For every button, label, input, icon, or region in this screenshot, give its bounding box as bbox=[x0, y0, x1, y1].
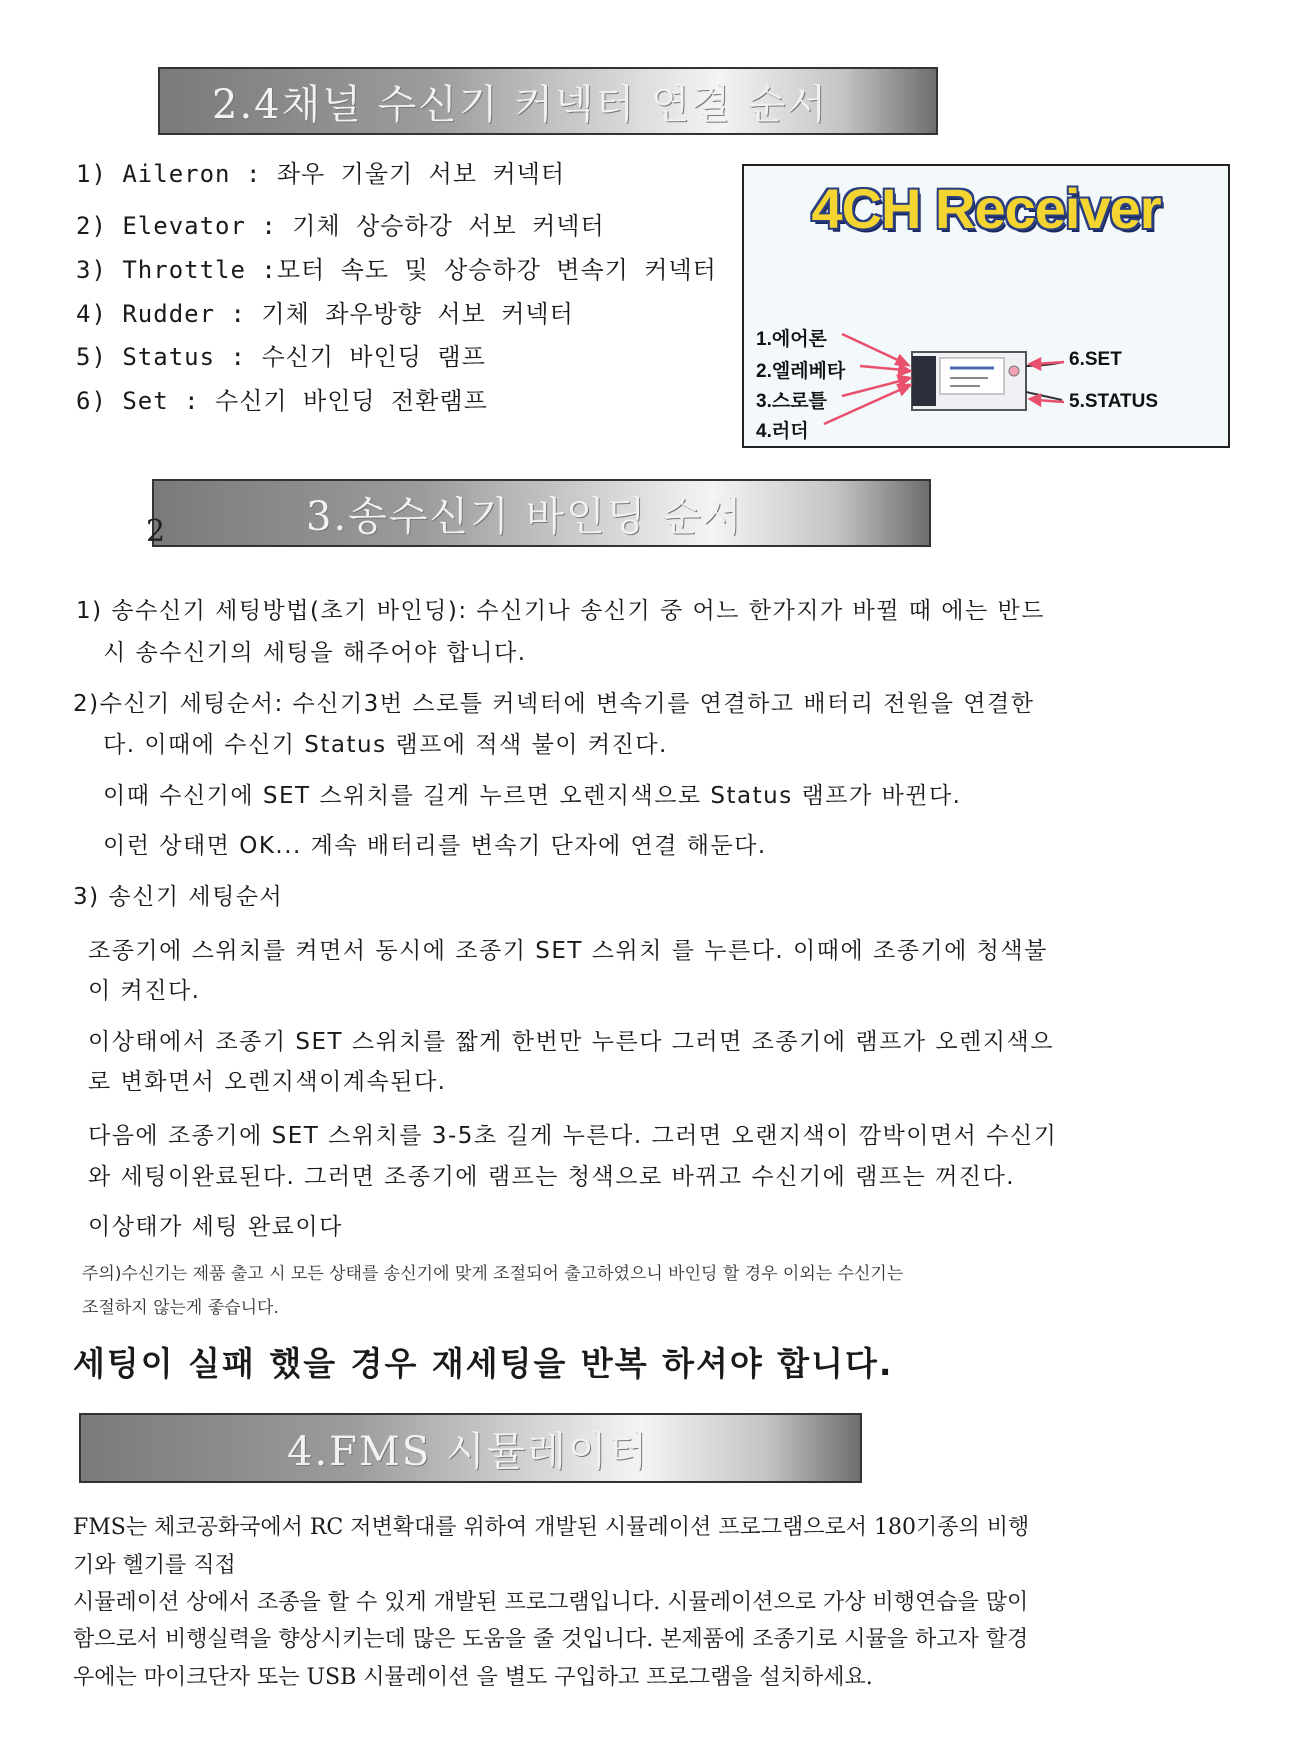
section-title: 2.4채널 수신기 커넥터 연결 순서 bbox=[212, 81, 829, 128]
paragraph-3: 이때 수신기에 SET 스위치를 길게 누르면 오렌지색으로 Status 램프가 바뀐다. bbox=[103, 783, 962, 809]
figure-title: 4CH Receiver bbox=[811, 177, 1161, 240]
section-banner-connector-order bbox=[158, 67, 938, 135]
receiver-led bbox=[1009, 366, 1019, 376]
section-banner-binding-order bbox=[152, 479, 931, 547]
paragraph-8-line-2: 와 세팅이완료된다. 그러면 조종기에 램프는 청색으로 바뀌고 수신기에 램프는 꺼진다. bbox=[88, 1164, 1016, 1190]
fms-paragraph-line-5: 우에는 마이크단자 또는 USB 시뮬레이션 을 별도 구입하고 프로그램을 설치하세요. bbox=[73, 1665, 873, 1690]
section-banner-fms-simulator bbox=[79, 1413, 862, 1483]
paragraph-2-line-1: 2)수신기 세팅순서: 수신기3번 스로틀 커넥터에 변속기를 연결하고 배터리 전원을 연결한 bbox=[73, 691, 1035, 717]
paragraph-5: 3) 송신기 세팅순서 bbox=[73, 884, 284, 910]
margin-mark: 2 bbox=[146, 514, 166, 549]
list-item-set: 6) Set : 수신기 바인딩 전환램프 bbox=[76, 387, 488, 415]
fms-paragraph-line-1: FMS는 체코공화국에서 RC 저변확대를 위하여 개발된 시뮬레이션 프로그램으로서 180기종의 비행 bbox=[73, 1515, 1030, 1540]
paragraph-1-line-1: 1) 송수신기 세팅방법(초기 바인딩): 수신기나 송신기 중 어느 한가지가 바뀔 때 에는 반드 bbox=[76, 598, 1045, 624]
caution-note-line-2: 조절하지 않는게 좋습니다. bbox=[82, 1298, 279, 1318]
paragraph-8-line-1: 다음에 조종기에 SET 스위치를 3-5초 길게 누른다. 그러면 오랜지색이 깜박이면서 수신기 bbox=[88, 1123, 1058, 1149]
list-item-aileron: 1) Aileron : 좌우 기울기 서보 커넥터 bbox=[76, 160, 566, 188]
paragraph-6-line-2: 이 켜진다. bbox=[88, 978, 201, 1004]
paragraph-2-line-2: 다. 이때에 수신기 Status 램프에 적색 불이 켜진다. bbox=[103, 732, 668, 758]
caution-note-line-1: 주의)수신기는 제품 출고 시 모든 상태를 송신기에 맞게 조절되어 출고하였으니 바인딩 할 경우 이외는 수신기는 bbox=[82, 1264, 904, 1284]
paragraph-7-line-1: 이상태에서 조종기 SET 스위치를 짧게 한번만 누른다 그러면 조종기에 램프가 오렌지색으 bbox=[88, 1029, 1054, 1055]
list-item-elevator: 2) Elevator : 기체 상승하강 서보 커넥터 bbox=[76, 212, 605, 240]
section-title: 3.송수신기 바인딩 순서 bbox=[306, 493, 744, 540]
list-item-throttle: 3) Throttle :모터 속도 및 상승하강 변속기 커넥터 bbox=[76, 256, 717, 284]
section-title: 4.FMS 시뮬레이터 bbox=[287, 1428, 650, 1475]
paragraph-1-line-2: 시 송수신기의 세팅을 해주어야 합니다. bbox=[103, 640, 527, 666]
label-aileron: 1.에어론 bbox=[756, 329, 827, 350]
receiver-connector-block bbox=[912, 356, 936, 406]
label-rudder: 4.러더 bbox=[756, 421, 809, 442]
list-item-rudder: 4) Rudder : 기체 좌우방향 서보 커넥터 bbox=[76, 300, 574, 328]
fms-paragraph-line-2: 기와 헬기를 직접 bbox=[73, 1553, 236, 1578]
label-elevator: 2.엘레베타 bbox=[756, 361, 846, 382]
paragraph-6-line-1: 조종기에 스위치를 켜면서 동시에 조종기 SET 스위치 를 누른다. 이때에 조종기에 청색불 bbox=[88, 938, 1048, 964]
list-item-status: 5) Status : 수신기 바인딩 램프 bbox=[76, 343, 486, 371]
label-throttle: 3.스로틀 bbox=[756, 391, 827, 412]
receiver-diagram bbox=[742, 164, 1230, 448]
receiver-sticker bbox=[940, 358, 1004, 394]
paragraph-7-line-2: 로 변화면서 오렌지색이계속된다. bbox=[88, 1069, 447, 1095]
warning-text: 세팅이 실패 했을 경우 재세팅을 반복 하셔야 합니다. bbox=[73, 1344, 894, 1383]
fms-paragraph-line-4: 함으로서 비행실력을 향상시키는데 많은 도움을 줄 것입니다. 본제품에 조종기로 시뮬을 하고자 할경 bbox=[73, 1627, 1029, 1652]
paragraph-4: 이런 상태면 OK... 계속 배터리를 변속기 단자에 연결 해둔다. bbox=[103, 833, 767, 859]
receiver-illustration bbox=[744, 166, 1228, 446]
label-status: 5.STATUS bbox=[1069, 391, 1159, 412]
label-set: 6.SET bbox=[1069, 349, 1122, 370]
paragraph-9: 이상태가 세팅 완료이다 bbox=[88, 1214, 343, 1240]
fms-paragraph-line-3: 시뮬레이션 상에서 조종을 할 수 있게 개발된 프로그램입니다. 시뮬레이션으로 가상 비행연습을 많이 bbox=[73, 1590, 1029, 1615]
